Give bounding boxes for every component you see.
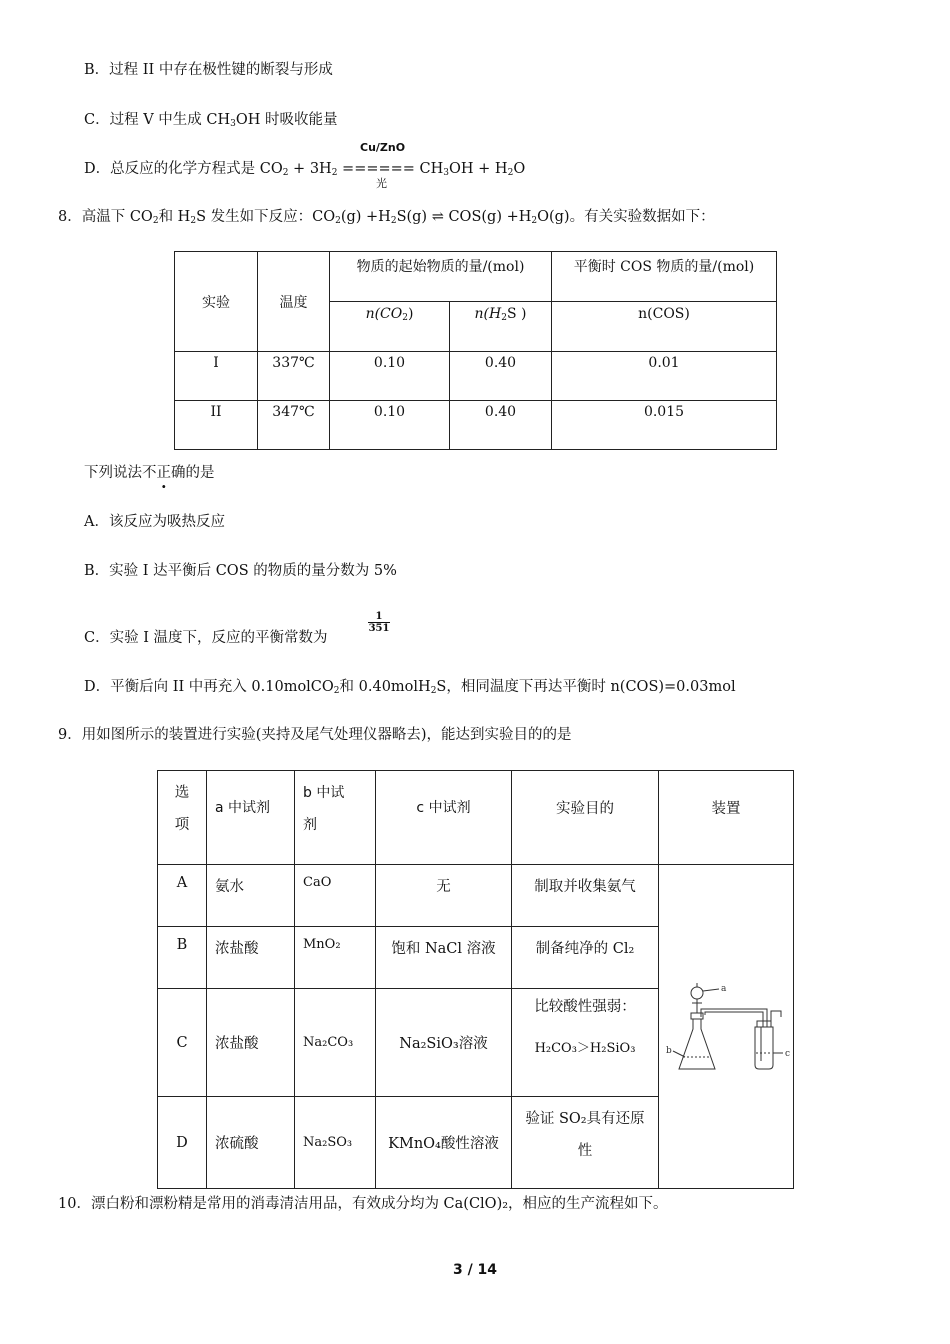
q8-cell-temp: 337℃ [258,352,330,401]
q8-cell-exp: I [175,352,258,401]
q7-d-text-d: OH + H [449,161,508,177]
q9-goal-line-2: 性 [577,1143,593,1159]
q9-th-a: a 中试剂 [207,771,295,865]
q8-option-c-fraction [368,611,390,634]
q9-cell-goal: 制取并收集氨气 [512,865,659,927]
q8-prompt-b: 的是 [185,465,215,481]
q8-th-n-h2s [450,302,552,352]
q9-goal-line-1: 验证 SO₂具有还原 [525,1111,645,1127]
q8-n-h2s-text-b: S ) [506,306,527,322]
q8-th-temperature: 温度 [258,252,330,352]
q8-cell-temp: 347℃ [258,401,330,450]
conical-flask [679,1019,715,1069]
q9-table [157,770,794,1189]
q7-c-text-a: C．过程 V 中生成 CH [84,112,231,128]
label-c: c [785,1048,791,1059]
q8-th-n-cos: n(COS) [552,302,777,352]
apparatus-diagram [661,977,791,1077]
q8-n-co2-sub: 2 [402,313,408,323]
q7-d-text-e: O [513,161,526,177]
q7-d-text-c: ====== CH [337,161,444,177]
q9-goal-line-1: 比较酸性强弱： [534,999,636,1015]
q8-cell-exp: II [175,401,258,450]
q8-d-text-a: D．平衡后向 II 中再充入 0.10molCO [84,679,334,695]
q7-option-c [84,108,338,129]
q8-stem-d: (g) +H [340,209,391,225]
q8-n-co2-text: n(CO [365,306,403,322]
q9-th-device: 装置 [659,771,794,865]
q9-cell-b: Na₂CO₃ [295,989,376,1097]
q8-stem-e: S(g) ⇌ COS(g) +H [396,209,532,225]
q8-sub-2: 2 [190,216,197,226]
q8-data-table [174,251,777,450]
q9-cell-a: 氨水 [207,865,295,927]
q8-n-h2s-text: n(H [474,306,502,322]
q8-cell-h2s: 0.40 [450,401,552,450]
label-b: b [666,1045,672,1056]
table-row [175,401,777,450]
q8-sub-4: 2 [390,216,397,226]
fraction-denominator: 351 [368,623,390,634]
q7-d-condition-bottom: 光 [376,177,387,190]
q7-option-b: B．过程 II 中存在极性键的断裂与形成 [84,62,333,78]
q8-option-c-text: C．实验 I 温度下，反应的平衡常数为 [84,630,328,646]
q9-cell-c: 无 [376,865,512,927]
q8-stem [58,205,715,226]
table-row [158,865,794,927]
q8-cell-co2: 0.10 [330,401,450,450]
fraction-numerator: 1 [368,611,390,623]
q8-d-text-c: S，相同温度下再达平衡时 n(COS)=0.03mol [436,679,736,695]
q7-d-condition-top: Cu/ZnO [360,141,406,154]
q7-option-d [84,157,525,178]
dropping-funnel-bulb [691,987,703,999]
q8-d-sub-b: 2 [430,686,437,696]
q8-th-equilibrium: 平衡时 COS 物质的量/(mol) [552,252,777,302]
q8-stem-a: 8．高温下 CO [58,209,153,225]
q7-d-text-b: + 3H [288,161,332,177]
q7-d-text-a: D．总反应的化学方程式是 CO [84,161,283,177]
q8-prompt-emphasis: 不正确 [142,465,186,481]
q9-cell-a: 浓盐酸 [207,927,295,989]
q9-cell-c: 饱和 NaCl 溶液 [376,927,512,989]
q9-cell-option: B [158,927,207,989]
q9-cell-c: Na₂SiO₃溶液 [376,989,512,1097]
q8-stem-b: 和 H [158,209,191,225]
q9-cell-goal [512,1097,659,1189]
label-b-leader [673,1051,685,1057]
q9-goal-line-2: H₂CO₃＞H₂SiO₃ [534,1041,636,1056]
q7-d-sub-a: 2 [282,168,289,178]
q8-cell-h2s: 0.40 [450,352,552,401]
q9-th-option [158,771,207,865]
q8-th-n-co2: $n(CO_2)$ [330,302,450,352]
q8-stem-f: O(g)。有关实验数据如下： [537,209,715,225]
q9-cell-b: CaO [295,865,376,927]
q9-cell-goal [512,989,659,1097]
q8-cell-cos: 0.015 [552,401,777,450]
q8-cell-cos: 0.01 [552,352,777,401]
q8-n-h2s-sub: 2 [501,313,507,323]
page-number: 3 / 14 [452,1262,498,1278]
q8-prompt [84,461,215,482]
q9-device-cell [659,865,794,1189]
q8-prompt-a: 下列说法 [84,465,142,481]
q8-stem-c: S 发生如下反应：CO [196,209,336,225]
q10-stem: 10．漂白粉和漂粉精是常用的消毒清洁用品，有效成分均为 Ca(ClO)₂，相应的生产流程如下。 [58,1196,668,1212]
q9-cell-option: A [158,865,207,927]
q9-cell-b: MnO₂ [295,927,376,989]
q9-cell-a: 浓硫酸 [207,1097,295,1189]
label-a-leader [703,989,719,991]
q8-th-experiment: 实验 [175,252,258,352]
q7-d-sub-d: 2 [507,168,514,178]
q7-c-text-b: OH 时吸收能量 [235,112,338,128]
q8-d-sub-a: 2 [333,686,340,696]
q8-th-start: 物质的起始物质的量/(mol) [330,252,552,302]
q8-option-b: B．实验 I 达平衡后 COS 的物质的量分数为 5% [84,563,397,579]
q8-cell-co2: 0.10 [330,352,450,401]
q9-cell-a: 浓盐酸 [207,989,295,1097]
q8-sub-3: 2 [335,216,341,226]
q8-option-d [84,675,736,696]
q9-cell-option: D [158,1097,207,1189]
q9-th-b [295,771,376,865]
q9-cell-option: C [158,989,207,1097]
q9-th-goal: 实验目的 [512,771,659,865]
q7-d-sub-b: 2 [331,168,338,178]
q7-c-sub: 3 [230,119,236,129]
table-row [175,352,777,401]
q9-cell-b: Na₂SO₃ [295,1097,376,1189]
q8-d-text-b: 和 0.40molH [339,679,431,695]
q9-cell-goal: 制备纯净的 Cl₂ [512,927,659,989]
q7-d-sub-c: 3 [443,168,450,178]
q8-option-a: A．该反应为吸热反应 [84,514,225,530]
q9-stem: 9．用如图所示的装置进行实验(夹持及尾气处理仪器略去)，能达到实验目的的是 [58,727,572,743]
q8-sub-5: 2 [531,216,538,226]
bottle-stopper [757,1021,771,1027]
q9-cell-c: KMnO₄酸性溶液 [376,1097,512,1189]
q9-th-b-text: b 中试剂 [303,785,345,833]
gas-washing-bottle [755,1027,773,1069]
q8-sub-1: 2 [152,216,159,226]
q8-option-c [84,626,328,647]
q9-th-c: c 中试剂 [376,771,512,865]
q9-th-option-text: 选项 [174,785,190,833]
label-a: a [721,983,727,994]
